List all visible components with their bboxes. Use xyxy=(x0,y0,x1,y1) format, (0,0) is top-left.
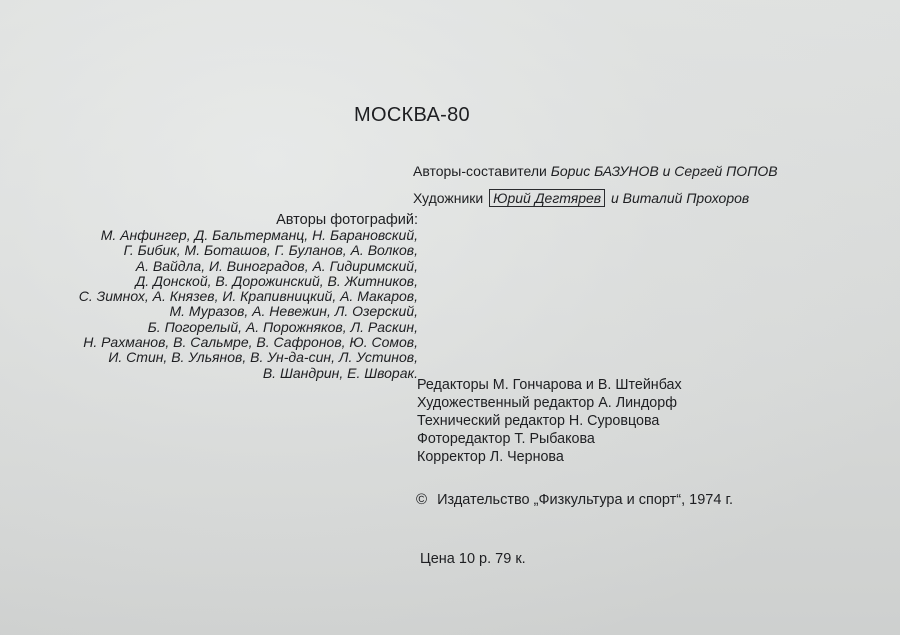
photo-authors-list xyxy=(20,228,418,381)
proofreader-line: Корректор Л. Чернова xyxy=(417,449,564,465)
price-line: Цена 10 р. 79 к. xyxy=(420,551,526,567)
compilers-label: Авторы-составители xyxy=(413,163,547,179)
photo-authors-block xyxy=(20,212,418,381)
photo-authors-heading: Авторы фотографий: xyxy=(276,212,418,228)
editors-block xyxy=(417,376,682,466)
artists-label: Художники xyxy=(413,190,484,206)
photo-authors-line: М. Анфингер, Д. Бальтерманц, Н. Барановский, xyxy=(100,227,418,243)
photo-authors-line: В. Шандрин, Е. Шворак. xyxy=(262,364,418,381)
book-title: МОСКВА-80 xyxy=(354,104,470,126)
compilers-names: Борис БАЗУНОВ и Сергей ПОПОВ xyxy=(550,163,778,179)
tech-editor-line: Технический редактор Н. Суровцова xyxy=(417,413,660,429)
photo-authors-line: Н. Рахманов, В. Сальмре, В. Сафронов, Ю. Сомов, xyxy=(83,334,418,351)
copyright-symbol: © xyxy=(416,491,428,508)
editors-line: Редакторы М. Гончарова и В. Штейнбах xyxy=(417,377,682,393)
photo-authors-line: С. Зимнох, А. Князев, И. Крапивницкий, А. Макаров, xyxy=(78,288,418,305)
photo-authors-line: Г. Бибик, М. Боташов, Г. Буланов, А. Волков, xyxy=(123,242,418,259)
art-editor-line: Художественный редактор А. Линдорф xyxy=(417,395,677,411)
photo-authors-line: А. Вайдла, И. Виноградов, А. Гидиримский, xyxy=(135,257,418,274)
photo-authors-line: И. Стин, В. Ульянов, В. Ун-да-син, Л. Устинов, xyxy=(108,349,418,366)
compilers-line xyxy=(413,163,778,179)
artist-name-boxed: Юрий Дегтярев xyxy=(489,189,605,207)
photo-authors-line: Б. Погорелый, А. Порожняков, Л. Раскин, xyxy=(147,318,418,335)
photo-authors-line: Д. Донской, В. Дорожинский, В. Житников, xyxy=(135,272,418,289)
artists-line xyxy=(413,190,749,206)
photo-editor-line: Фоторедактор Т. Рыбакова xyxy=(417,431,595,447)
artists-rest: и Виталий Прохоров xyxy=(611,190,750,206)
copyright-text: Издательство „Физкультура и спорт“, 1974 г. xyxy=(437,492,733,508)
photo-authors-line: М. Муразов, А. Невежин, Л. Озерский, xyxy=(169,303,418,320)
copyright-line xyxy=(416,491,733,508)
